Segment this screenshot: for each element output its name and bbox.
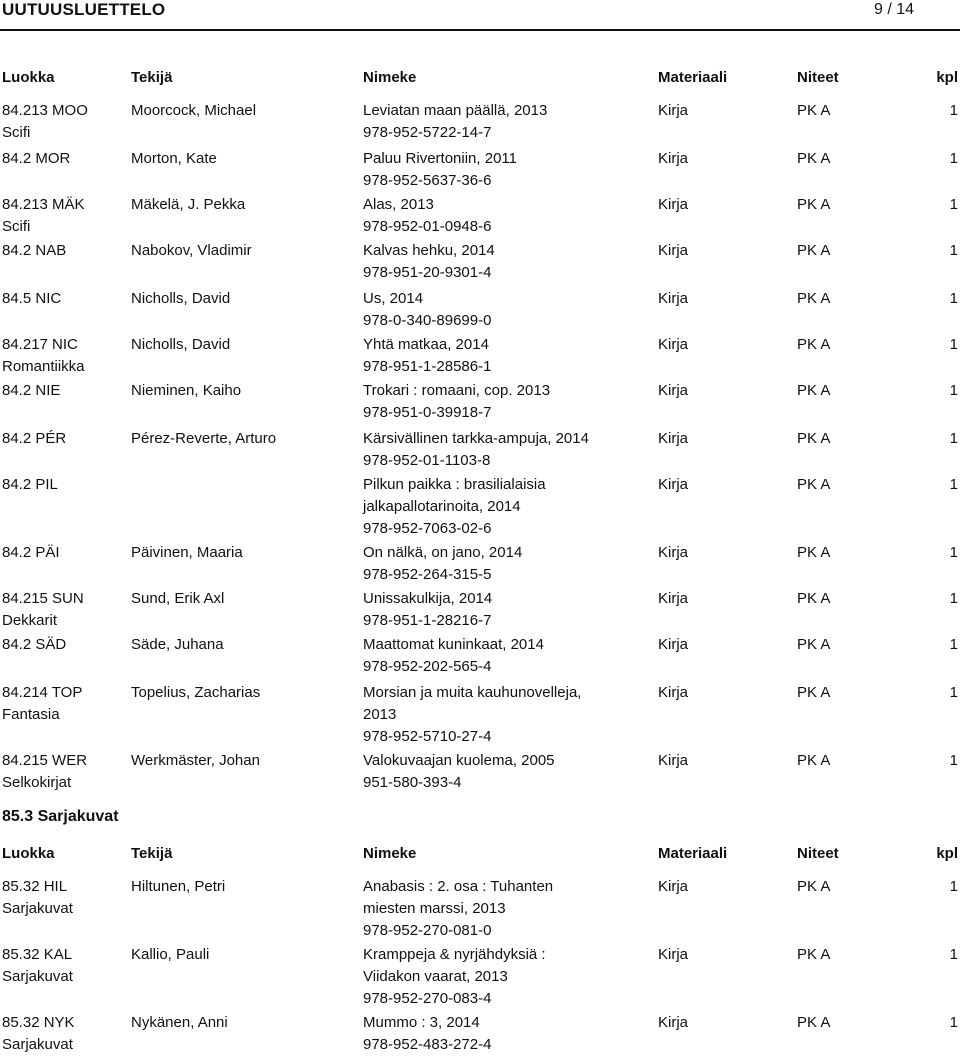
cell-tekija: Morton, Kate xyxy=(131,150,217,167)
nimeke-line: Viidakon vaarat, 2013 xyxy=(363,968,508,985)
cell-materiaali: Kirja xyxy=(658,878,689,895)
luokka-line: 84.2 PIL xyxy=(2,476,58,493)
luokka-line: Romantiikka xyxy=(2,358,85,375)
cell-tekija: Werkmäster, Johan xyxy=(131,752,260,769)
luokka-line: Scifi xyxy=(2,218,31,235)
cell-materiaali: Kirja xyxy=(658,684,689,701)
cell-luokka xyxy=(2,194,85,238)
cell-kpl: 1 xyxy=(949,476,958,493)
luokka-line: 84.2 MOR xyxy=(2,150,71,167)
cell-materiaali: Kirja xyxy=(658,544,689,561)
luokka-line: 85.32 HIL xyxy=(2,878,68,895)
cell-tekija: Nicholls, David xyxy=(131,290,231,307)
cell-nimeke xyxy=(363,380,550,424)
nimeke-line: 978-952-270-081-0 xyxy=(363,922,492,939)
nimeke-line: Alas, 2013 xyxy=(363,196,434,213)
nimeke-line: 978-952-202-565-4 xyxy=(363,658,492,675)
cell-luokka xyxy=(2,588,84,632)
cell-nimeke xyxy=(363,240,495,284)
column-header-tekija: Tekijä xyxy=(131,845,173,862)
cell-luokka xyxy=(2,100,88,144)
cell-niteet: PK A xyxy=(797,336,831,353)
cell-luokka xyxy=(2,148,70,170)
cell-nimeke xyxy=(363,334,491,378)
cell-nimeke xyxy=(363,148,517,192)
cell-materiaali: Kirja xyxy=(658,430,689,447)
nimeke-line: Anabasis : 2. osa : Tuhanten xyxy=(363,878,554,895)
nimeke-line: miesten marssi, 2013 xyxy=(363,900,506,917)
luokka-line: 84.5 NIC xyxy=(2,290,62,307)
luokka-line: Scifi xyxy=(2,124,31,141)
cell-tekija: Nieminen, Kaiho xyxy=(131,382,242,399)
cell-niteet: PK A xyxy=(797,290,831,307)
header-divider xyxy=(0,29,960,31)
luokka-line: 84.214 TOP xyxy=(2,684,83,701)
cell-materiaali: Kirja xyxy=(658,1014,689,1031)
cell-luokka xyxy=(2,288,61,310)
cell-materiaali: Kirja xyxy=(658,290,689,307)
cell-kpl: 1 xyxy=(949,196,958,213)
cell-materiaali: Kirja xyxy=(658,946,689,963)
nimeke-line: Pilkun paikka : brasilialaisia xyxy=(363,476,546,493)
nimeke-line: Kärsivällinen tarkka-ampuja, 2014 xyxy=(363,430,589,447)
cell-kpl: 1 xyxy=(949,1014,958,1031)
nimeke-line: 978-952-7063-02-6 xyxy=(363,520,492,537)
cell-materiaali: Kirja xyxy=(658,336,689,353)
cell-tekija: Nykänen, Anni xyxy=(131,1014,228,1031)
cell-nimeke xyxy=(363,1012,491,1056)
nimeke-line: Mummo : 3, 2014 xyxy=(363,1014,480,1031)
luokka-line: 84.213 MÄK xyxy=(2,196,85,213)
cell-niteet: PK A xyxy=(797,544,831,561)
nimeke-line: 978-952-01-1103-8 xyxy=(363,452,491,469)
cell-niteet: PK A xyxy=(797,752,831,769)
cell-niteet: PK A xyxy=(797,1014,831,1031)
cell-tekija: Säde, Juhana xyxy=(131,636,224,653)
cell-materiaali: Kirja xyxy=(658,590,689,607)
section-heading: 85.3 Sarjakuvat xyxy=(2,808,119,825)
nimeke-line: 978-952-5637-36-6 xyxy=(363,172,492,189)
nimeke-line: 978-952-01-0948-6 xyxy=(363,218,492,235)
cell-niteet: PK A xyxy=(797,684,831,701)
cell-kpl: 1 xyxy=(949,290,958,307)
cell-nimeke xyxy=(363,474,546,540)
luokka-line: 85.32 NYK xyxy=(2,1014,75,1031)
nimeke-line: Us, 2014 xyxy=(363,290,424,307)
column-header-kpl: kpl xyxy=(936,845,958,862)
nimeke-line: 978-952-5722-14-7 xyxy=(363,124,492,141)
nimeke-line: Leviatan maan päällä, 2013 xyxy=(363,102,548,119)
column-header-luokka: Luokka xyxy=(2,69,55,86)
column-header-materiaali: Materiaali xyxy=(658,845,728,862)
cell-niteet: PK A xyxy=(797,150,831,167)
luokka-line: 84.2 PÉR xyxy=(2,430,67,447)
page-number: 9 / 14 xyxy=(873,1,914,18)
column-header-kpl: kpl xyxy=(936,69,958,86)
cell-tekija: Topelius, Zacharias xyxy=(131,684,261,701)
luokka-line: Dekkarit xyxy=(2,612,58,629)
cell-niteet: PK A xyxy=(797,242,831,259)
cell-luokka xyxy=(2,428,66,450)
luokka-line: 84.215 SUN xyxy=(2,590,84,607)
nimeke-line: 951-580-393-4 xyxy=(363,774,462,791)
cell-nimeke xyxy=(363,194,491,238)
nimeke-line: Trokari : romaani, cop. 2013 xyxy=(363,382,551,399)
nimeke-line: On nälkä, on jano, 2014 xyxy=(363,544,523,561)
cell-nimeke xyxy=(363,288,491,332)
cell-luokka xyxy=(2,876,73,920)
cell-tekija: Sund, Erik Axl xyxy=(131,590,225,607)
luokka-line: 84.213 MOO xyxy=(2,102,88,119)
nimeke-line: 978-952-264-315-5 xyxy=(363,566,492,583)
cell-niteet: PK A xyxy=(797,590,831,607)
column-header-nimeke: Nimeke xyxy=(363,845,417,862)
cell-tekija: Mäkelä, J. Pekka xyxy=(131,196,246,213)
nimeke-line: 978-951-1-28216-7 xyxy=(363,612,492,629)
cell-kpl: 1 xyxy=(949,590,958,607)
column-header-materiaali: Materiaali xyxy=(658,69,728,86)
cell-tekija: Päivinen, Maaria xyxy=(131,544,243,561)
cell-tekija: Pérez-Reverte, Arturo xyxy=(131,430,277,447)
nimeke-line: 2013 xyxy=(363,706,397,723)
cell-luokka xyxy=(2,634,66,656)
luokka-line: Sarjakuvat xyxy=(2,900,73,917)
column-header-niteet: Niteet xyxy=(797,69,839,86)
luokka-line: Sarjakuvat xyxy=(2,1036,73,1053)
column-header-nimeke: Nimeke xyxy=(363,69,417,86)
luokka-line: 84.2 SÄD xyxy=(2,636,67,653)
luokka-line: Fantasia xyxy=(2,706,60,723)
cell-niteet: PK A xyxy=(797,430,831,447)
cell-luokka xyxy=(2,542,60,564)
page-header xyxy=(0,0,960,28)
nimeke-line: Kramppeja & nyrjähdyksiä : xyxy=(363,946,546,963)
cell-luokka xyxy=(2,1012,75,1056)
nimeke-line: 978-952-5710-27-4 xyxy=(363,728,492,745)
cell-luokka xyxy=(2,380,60,402)
cell-kpl: 1 xyxy=(949,752,958,769)
cell-niteet: PK A xyxy=(797,636,831,653)
cell-luokka xyxy=(2,944,73,988)
cell-kpl: 1 xyxy=(949,382,958,399)
cell-tekija: Nabokov, Vladimir xyxy=(131,242,252,259)
cell-nimeke xyxy=(363,588,492,632)
cell-tekija: Hiltunen, Petri xyxy=(131,878,226,895)
cell-kpl: 1 xyxy=(949,242,958,259)
cell-niteet: PK A xyxy=(797,196,831,213)
cell-luokka xyxy=(2,750,87,794)
cell-luokka xyxy=(2,240,66,262)
luokka-line: 84.215 WER xyxy=(2,752,88,769)
luokka-line: Selkokirjat xyxy=(2,774,72,791)
column-header-luokka: Luokka xyxy=(2,845,55,862)
cell-tekija: Nicholls, David xyxy=(131,336,231,353)
cell-nimeke xyxy=(363,750,555,794)
nimeke-line: Yhtä matkaa, 2014 xyxy=(363,336,489,353)
cell-kpl: 1 xyxy=(949,684,958,701)
cell-nimeke xyxy=(363,428,589,472)
luokka-line: 84.217 NIC xyxy=(2,336,78,353)
cell-materiaali: Kirja xyxy=(658,636,689,653)
cell-materiaali: Kirja xyxy=(658,150,689,167)
cell-luokka xyxy=(2,474,58,496)
luokka-line: 85.32 KAL xyxy=(2,946,73,963)
luokka-line: 84.2 NAB xyxy=(2,242,67,259)
cell-kpl: 1 xyxy=(949,336,958,353)
cell-tekija: Moorcock, Michael xyxy=(131,102,257,119)
cell-niteet: PK A xyxy=(797,878,831,895)
cell-kpl: 1 xyxy=(949,544,958,561)
cell-luokka xyxy=(2,682,82,726)
cell-nimeke xyxy=(363,682,581,748)
column-header-niteet: Niteet xyxy=(797,845,839,862)
nimeke-line: 978-951-0-39918-7 xyxy=(363,404,492,421)
cell-niteet: PK A xyxy=(797,102,831,119)
luokka-line: 84.2 NIE xyxy=(2,382,61,399)
nimeke-line: 978-952-483-272-4 xyxy=(363,1036,492,1053)
nimeke-line: Morsian ja muita kauhunovelleja, xyxy=(363,684,582,701)
cell-niteet: PK A xyxy=(797,382,831,399)
cell-niteet: PK A xyxy=(797,946,831,963)
cell-kpl: 1 xyxy=(949,102,958,119)
document-title: UUTUUSLUETTELO xyxy=(2,0,166,19)
cell-materiaali: Kirja xyxy=(658,752,689,769)
cell-kpl: 1 xyxy=(949,636,958,653)
cell-nimeke xyxy=(363,634,544,678)
cell-materiaali: Kirja xyxy=(658,196,689,213)
nimeke-line: Valokuvaajan kuolema, 2005 xyxy=(363,752,555,769)
cell-materiaali: Kirja xyxy=(658,242,689,259)
nimeke-line: Maattomat kuninkaat, 2014 xyxy=(363,636,544,653)
cell-nimeke xyxy=(363,876,553,942)
cell-luokka xyxy=(2,334,85,378)
cell-kpl: 1 xyxy=(949,878,958,895)
nimeke-line: jalkapallotarinoita, 2014 xyxy=(363,498,521,515)
column-header-tekija: Tekijä xyxy=(131,69,173,86)
nimeke-line: 978-951-1-28586-1 xyxy=(363,358,492,375)
cell-niteet: PK A xyxy=(797,476,831,493)
cell-nimeke xyxy=(363,100,547,144)
nimeke-line: 978-952-270-083-4 xyxy=(363,990,492,1007)
nimeke-line: Kalvas hehku, 2014 xyxy=(363,242,495,259)
nimeke-line: 978-0-340-89699-0 xyxy=(363,312,492,329)
cell-nimeke xyxy=(363,944,546,1010)
cell-kpl: 1 xyxy=(949,150,958,167)
nimeke-line: Paluu Rivertoniin, 2011 xyxy=(363,150,517,167)
nimeke-line: 978-951-20-9301-4 xyxy=(363,264,492,281)
luokka-line: 84.2 PÄI xyxy=(2,544,60,561)
luokka-line: Sarjakuvat xyxy=(2,968,73,985)
cell-tekija: Kallio, Pauli xyxy=(131,946,210,963)
cell-kpl: 1 xyxy=(949,430,958,447)
cell-materiaali: Kirja xyxy=(658,382,689,399)
cell-kpl: 1 xyxy=(949,946,958,963)
cell-nimeke xyxy=(363,542,522,586)
cell-materiaali: Kirja xyxy=(658,102,689,119)
nimeke-line: Unissakulkija, 2014 xyxy=(363,590,493,607)
cell-materiaali: Kirja xyxy=(658,476,689,493)
